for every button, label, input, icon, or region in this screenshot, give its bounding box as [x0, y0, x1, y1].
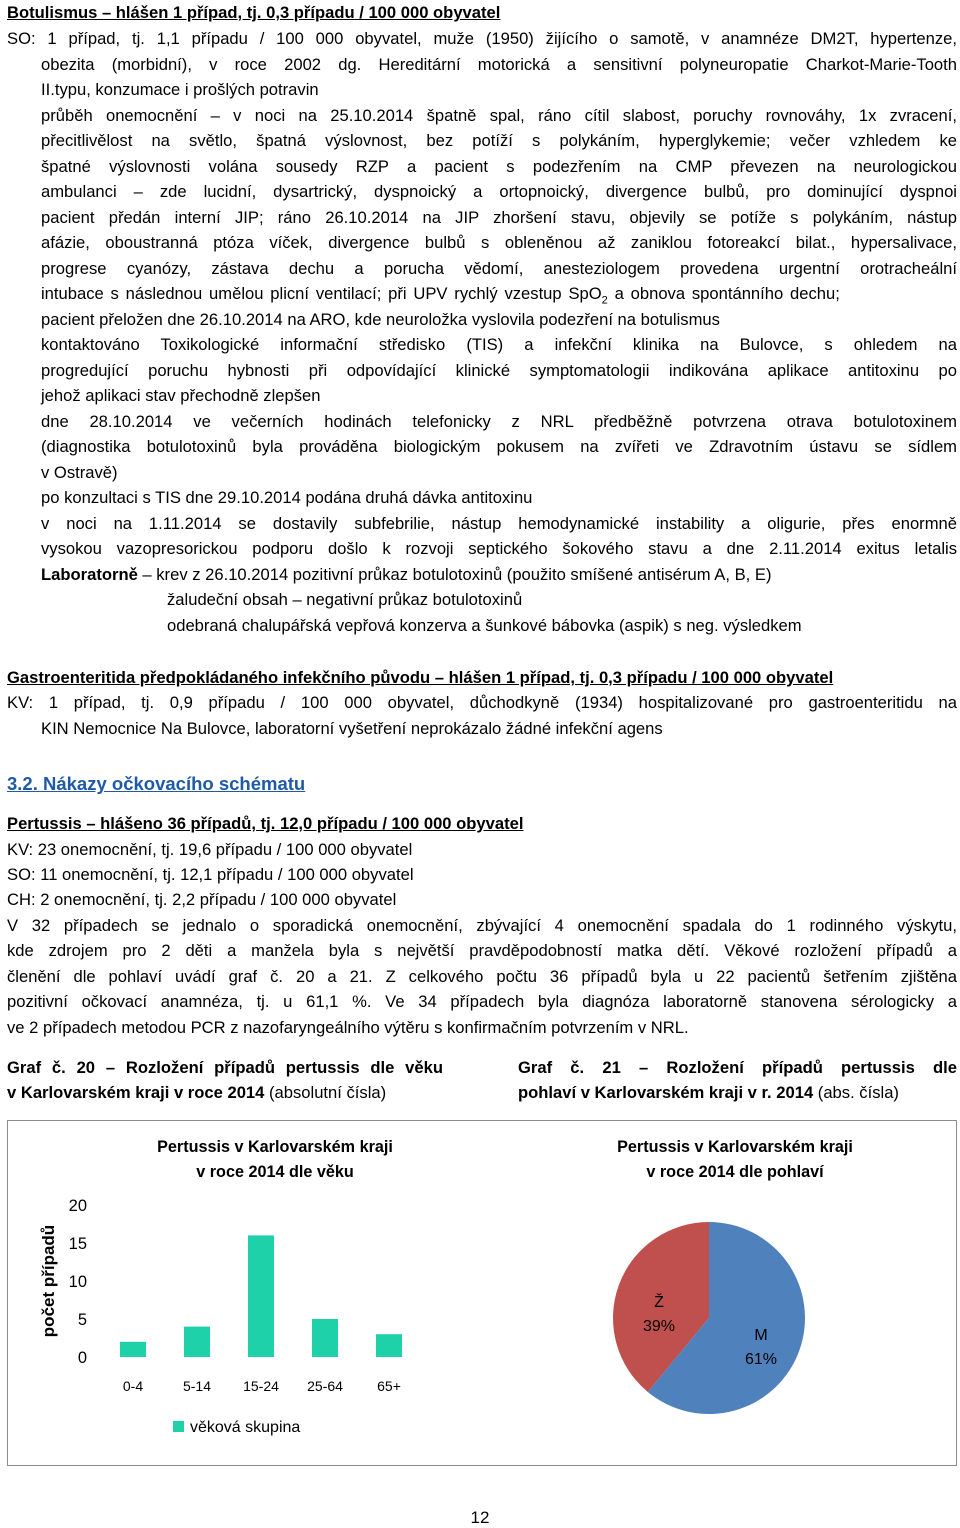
pertussis-para-2: kde zdrojem pro 2 děti a manžela byla s největší pravděpodobností matka dětí. Věkové rozložení případů a [7, 941, 957, 960]
botulismus-line: (diagnostika botulotoxinů byla prováděna biologickým pokusem na zvířeti ve Zdravotním ústavu se sídlem [41, 437, 957, 456]
legend-swatch [173, 1421, 184, 1432]
botulismus-line: průběh onemocnění – v noci na 25.10.2014 špatně spal, ráno cítil slabost, poruchy rovnováhy, 1x zvracení, [41, 105, 957, 125]
y-tick-label: 5 [77, 1311, 87, 1329]
bar [376, 1334, 402, 1357]
y-tick-label: 0 [77, 1349, 87, 1367]
pertussis-para-5: ve 2 případech metodou PCR z nazofaryngeálního výtěru s konfirmačním potvrzením v NRL. [7, 1018, 689, 1037]
lab-line [41, 562, 771, 587]
bar [184, 1327, 210, 1357]
graf21-caption-line2 [518, 1080, 899, 1105]
x-tick-label: 25-64 [307, 1378, 343, 1394]
y-tick-label: 15 [68, 1235, 87, 1253]
bar-chart-title-line2: v roce 2014 dle věku [196, 1163, 354, 1181]
botulismus-line: obezita (morbidní), v roce 2002 dg. Hereditární motorická a sensitivní polyneuropatie Charkot-Marie-Tooth [41, 54, 957, 74]
upv-text: intubace s následnou umělou plicní ventilací; při UPV rychlý vzestup SpO [41, 284, 602, 303]
botulismus-line: vysokou vazopresorickou podporu došlo k rozvoji septického šokového stavu a dne 2.11.2014 exitus letalis [41, 539, 957, 558]
graf20-caption-bold: v Karlovarském kraji v roce 2014 [7, 1083, 265, 1102]
bar [120, 1342, 146, 1357]
upv-tail: a obnova spontánního dechu; [607, 284, 840, 303]
botulismus-line: progrese cyanózy, zástava dechu a porucha vědomí, anesteziologem provedena urgentní orotracheální [41, 258, 957, 278]
x-tick-label: 5-14 [182, 1378, 212, 1394]
botulismus-line: v Ostravě) [41, 462, 118, 482]
pie-slice-percent: 39% [642, 1318, 676, 1335]
graf21-caption-line1: Graf č. 21 – Rozložení případů pertussis dle [518, 1058, 957, 1077]
pie-chart-title-line2: v roce 2014 dle pohlaví [646, 1163, 824, 1181]
botulismus-line: kontaktováno Toxikologické informační středisko (TIS) a infekční klinika na Bulovce, s ohledem na [41, 335, 957, 354]
y-tick-label: 10 [68, 1273, 87, 1291]
botulismus-line: po konzultaci s TIS dne 29.10.2014 podána druhá dávka antitoxinu [41, 488, 533, 507]
pie-chart-title-line1: Pertussis v Karlovarském kraji [617, 1138, 853, 1156]
gastro-heading: Gastroenteritida předpokládaného infekčního původu – hlášen 1 případ, tj. 0,3 případu / 100 000 obyvatel [7, 668, 834, 687]
lab-line: odebraná chalupářská vepřová konzerva a šunkové bábovka (aspik) s neg. výsledkem [167, 615, 802, 635]
botulismus-line: pacient přeložen dne 26.10.2014 na ARO, kde neuroložka vyslovila podezření na botulismus [41, 309, 720, 329]
bar [248, 1235, 274, 1357]
page-number: 12 [470, 1508, 490, 1527]
botulismus-line: v noci na 1.11.2014 se dostavily subfebrilie, nástup hemodynamické instability a oligurie, přes enormně [41, 513, 957, 533]
y-axis-label: počet případů [39, 1224, 58, 1338]
pertussis-heading: Pertussis – hlášeno 36 případů, tj. 12,0 případu / 100 000 obyvatel [7, 814, 524, 833]
lab-line: žaludeční obsah – negativní průkaz botulotoxinů [167, 590, 523, 609]
botulismus-line: SO: 1 případ, tj. 1,1 případu / 100 000 obyvatel, muže (1950) žijícího o samotě, v anamnéze DM2T, hypertenze, [7, 29, 957, 48]
botulismus-line: ambulanci – zde lucidní, dysartrický, dyspnoický a ortopnoický, divergence bulbů, pro dominující dyspnoi [41, 182, 957, 201]
pertussis-line-kv: KV: 23 onemocnění, tj. 19,6 případu / 100 000 obyvatel [7, 840, 413, 859]
botulismus-line: pacient předán interní JIP; ráno 26.10.2014 na JIP zhoršení stavu, objevily se potíže s polykáním, nástup [41, 207, 957, 227]
graf20-caption-line2 [7, 1080, 386, 1105]
botulismus-heading: Botulismus – hlášen 1 případ, tj. 0,3 případu / 100 000 obyvatel [7, 3, 501, 22]
x-tick-label: 65+ [377, 1378, 401, 1394]
graf20-caption-line1: Graf č. 20 – Rozložení případů pertussis dle věku [7, 1058, 443, 1077]
pertussis-line-ch: CH: 2 onemocnění, tj. 2,2 případu / 100 000 obyvatel [7, 890, 397, 909]
botulismus-line: špatné výslovnosti volána sousedy RZP a pacient s podezřením na CMP převezen na neurologickou [41, 156, 957, 176]
pertussis-para-3: členění dle pohlaví uvádí graf č. 20 a 21. Z celkového počtu 36 případů byla u 22 pacientů šetřením zjištěna [7, 967, 957, 986]
botulismus-line: II.typu, konzumace i prošlých potravin [41, 80, 319, 99]
bar-chart-title-line1: Pertussis v Karlovarském kraji [157, 1138, 393, 1156]
pie-slice-label: M [754, 1327, 768, 1344]
pertussis-para-4: pozitivní očkovací anamnéza, tj. u 61,1 %. Ve 34 případech byla diagnóza laboratorně stanovena sérologicky a [7, 992, 957, 1011]
botulismus-line: jehož aplikaci stav přechodně zlepšen [41, 386, 321, 405]
spo2-subscript: 2 [601, 294, 608, 307]
bar [312, 1319, 338, 1357]
bar-chart [10, 1123, 450, 1463]
pertussis-para-1: V 32 případech se jednalo o sporadická onemocnění, zbývající 4 onemocnění spadala do 1 rodinného výskytu, [7, 916, 957, 935]
lab-label: Laboratorně [41, 564, 138, 584]
gastro-line-1: KV: 1 případ, tj. 0,9 případu / 100 000 obyvatel, důchodkyně (1934) hospitalizované pro gastroenteritidu na [7, 693, 957, 712]
lab-text: – krev z 26.10.2014 pozitivní průkaz botulotoxinů (použito smíšené antisérum A, B, E) [137, 564, 772, 584]
botulismus-line: přecitlivělost na světlo, špatná výslovnost, bez potíží s polykáním, hyperglykemie; večer vzhledem ke [41, 131, 957, 150]
botulismus-line: afázie, oboustranná ptóza víček, divergence bulbů s obleněnou až zaniklou fotoreakcí bilat., hypersalivace, [41, 233, 957, 252]
botulismus-line: progredující poruchu hybnosti při odpovídající klinické symptomatologii indikována aplikace antitoxinu po [41, 360, 957, 380]
pie-slice-percent: 61% [744, 1351, 778, 1368]
x-tick-label: 15-24 [243, 1378, 279, 1394]
y-tick-label: 20 [68, 1197, 87, 1215]
pertussis-line-so: SO: 11 onemocnění, tj. 12,1 případu / 100 000 obyvatel [7, 865, 414, 884]
graf20-caption-rest: (absolutní čísla) [264, 1083, 387, 1102]
graf21-caption-rest: (abs. čísla) [813, 1083, 899, 1102]
pie-chart [550, 1160, 950, 1460]
section-title: 3.2. Nákazy očkovacího schématu [7, 773, 306, 794]
gastro-line-2: KIN Nemocnice Na Bulovce, laboratorní vyšetření neprokázalo žádné infekční agens [41, 719, 663, 738]
legend-label: věková skupina [190, 1419, 301, 1436]
botulismus-line: dne 28.10.2014 ve večerních hodinách telefonicky z NRL předběžně potvrzena otrava botulotoxinem [41, 411, 957, 431]
pie-slice-label: Ž [654, 1294, 664, 1311]
x-tick-label: 0-4 [122, 1378, 144, 1394]
graf21-caption-bold: pohlaví v Karlovarském kraji v r. 2014 [518, 1083, 814, 1102]
